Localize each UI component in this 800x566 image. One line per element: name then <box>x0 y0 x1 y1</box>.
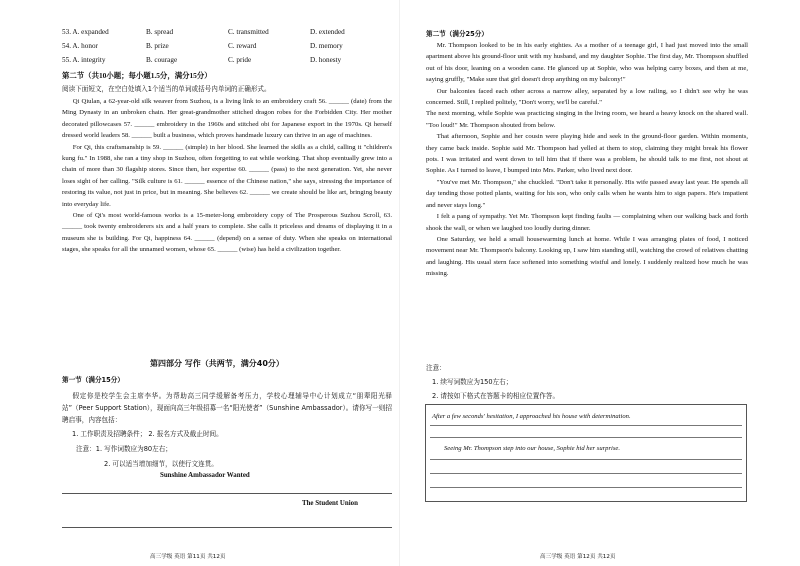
left-footer: 高三学级 英语 第11页 共12页 <box>150 554 226 560</box>
answer-format-box <box>425 404 747 502</box>
box-rule-1 <box>430 425 742 426</box>
section2-instruction: 阅读下面短文，在空白处填入1个适当的单词或括号内单词的正确形式。 <box>62 85 271 93</box>
story-paragraph-3: The next morning, while Sophie was practicing singing in the living room, we heard a heavy knock on the shared wall. "Too loud!" Mr. Thompson shouted from below. <box>426 110 748 129</box>
option-53-a: 53. A. expanded <box>62 28 109 36</box>
option-54-a: 54. A. honor <box>62 42 98 50</box>
box-rule-5 <box>430 487 742 488</box>
right-note-1: 1. 续写词数应为150左右； <box>432 378 513 386</box>
passage-paragraph-2: For Qi, this craftsmanship is 59. ______ (simple) in her blood. She learned the skills as a child, calling it "children's kung fu." In 1988, she ran a tiny shop in Suzhou, often forgetting to eat while working. That shop eventually grew into a chain of more than 30 flagship stores. Since then, her expertise 60. ______ (pass) to the next generation. Yet, she never loses sight of her calling. "Silk culture is 61. ______ essence of the Chinese nation," she says, stressing the importance of restoring its value, not just in price, but in meaning. She believes 62. ______ we create should be like art, bringing beauty into everyday life. <box>62 143 392 208</box>
box-starter-1: After a few seconds' hesitation, I approached his house with determination. <box>432 413 631 420</box>
story-paragraph-6: I felt a pang of sympathy. Yet Mr. Thompson kept finding faults — complaining when our walking back and forth shook the wall, or when we laughed too loudly during dinner. <box>426 213 748 232</box>
right-note-2: 2. 请按如下格式在答题卡的相应位置作答。 <box>432 392 560 400</box>
option-54-d: D. memory <box>310 42 343 50</box>
box-rule-4 <box>430 473 742 474</box>
story-paragraph-2: Our balconies faced each other across a narrow alley, separated by a low railing, so I didn't see why he was concerned. Still, I replied politely, "Don't worry, we'll be careful." <box>426 87 748 107</box>
option-55-b: B. courage <box>146 56 178 64</box>
option-55-a: 55. A. integrity <box>62 56 106 64</box>
box-starter-2: Seeing Mr. Thompson step into our house, Sophie hid her surprise. <box>444 445 621 452</box>
writing-points: 1. 工作职责及招聘条件； 2. 报名方式及截止时间。 <box>72 430 223 438</box>
option-55-c: C. pride <box>228 56 252 64</box>
part4-title: 第四部分 写作（共两节，满分40分） <box>150 359 284 368</box>
story-paragraph-1: Mr. Thompson looked to be in his early eighties. As a mother of a teenage girl, I had just moved into the small apartment above his ground-floor unit with my husband, and my daughter Sophie. The first day, Mr. Thompson shuffled out of his door, leaning on a wooden cane. He glanced up at Sophie, who was helping carry boxes, and then at me, saying gruffly, "Make sure that girl doesn't drop anything on my balcony!" <box>426 42 748 84</box>
option-53-d: D. extended <box>310 28 345 36</box>
writing-prompt: 假定你是校学生会主席李华。为帮助高三同学缓解备考压力，学校心理辅导中心计划成立“朋辈阳光驿站”（Peer Support Station），现面向高三年级招募一名“阳光使者”（Sunshine Ambassador）。请你写一则招聘启事，内容包括： <box>62 392 392 424</box>
poster-title: Sunshine Ambassador Wanted <box>160 472 250 479</box>
story-paragraph-4: That afternoon, Sophie and her cousin were playing hide and seek in the ground-floor garden. Within moments, they came back inside. Sophie said Mr. Thompson had yelled at them to stop, claiming they might break his flower pots. I was irritated and went down to tell him that if there was a problem, he should talk to me first, not shout at Sophie. As I turned to leave, I bumped into Mrs. Parker, who lived next door. <box>426 133 748 175</box>
writing-section1-title: 第一节（满分15分） <box>62 376 124 384</box>
box-rule-2 <box>430 437 742 438</box>
option-54-c: C. reward <box>228 42 257 50</box>
option-54-b: B. prize <box>146 42 169 50</box>
passage-paragraph-3: One of Qi's most world-famous works is a 15-meter-long embroidery copy of The Prosperous Suzhou Scroll, 63. ______ took twenty embroiderers six and a half years to complete. She calls it priceless and dreams of displaying it in a museum she is building. For Qi, happiness 64. ______ (depend) on a sense of duty. When she speaks on international stages, she speaks for all the unnamed women, whose 65. ______ (wise) has held a civilization together. <box>62 212 392 254</box>
box-rule-3 <box>430 459 742 460</box>
writing-note-1: 注意：1. 写作词数应为80左右； <box>76 445 172 453</box>
passage-paragraph-1: Qi Qiulan, a 62-year-old silk weaver from Suzhou, is a living link to an embroidery craft 56. ______ (date) from the Ming Dynasty in an unbroken chain. Her great-grandmother stitched dragon robes for the Forbidden City. Her mother decorated pillowcases 57. ______ embroidery in the 1960s and stitched obi for Japanese export in the 1970s. Qi herself dressed world leaders 58. ______ built a business, which proves handmade luxury can thrive in an age of machines. <box>62 98 392 140</box>
story-paragraph-5: "You've met Mr. Thompson," she chuckled. "Don't take it personally. His wife passed away last year. He spends all day tending those potted plants, waiting for his son, who only calls when he wants him to sign papers. He's impatient and never stays long." <box>426 178 748 209</box>
option-53-c: C. transmitted <box>228 28 269 36</box>
right-section2-title: 第二节（满分25分） <box>426 30 488 38</box>
writing-note-2: 2. 可以适当增加细节，以使行文连贯。 <box>104 460 218 468</box>
right-footer: 高三学级 英语 第12页 共12页 <box>540 554 616 560</box>
story-paragraph-7: One Saturday, we held a small housewarming lunch at home. While I was arranging plates of food, I noticed movement near Mr. Thompson's balcony. Looking up, I saw him standing still, watching the crowd of relatives chatting and laughing. His usual stern face softened into something wistful and lonely. I suddenly realized how much he was missing. <box>426 235 748 278</box>
option-55-d: D. honesty <box>310 56 342 64</box>
section2-title: 第二节（共10小题；每小题1.5分，满分15分） <box>62 71 212 80</box>
option-53-b: B. spread <box>146 28 174 36</box>
right-notes-title: 注意： <box>426 364 446 372</box>
poster-sign: The Student Union <box>302 500 358 507</box>
story-passage <box>426 40 748 280</box>
